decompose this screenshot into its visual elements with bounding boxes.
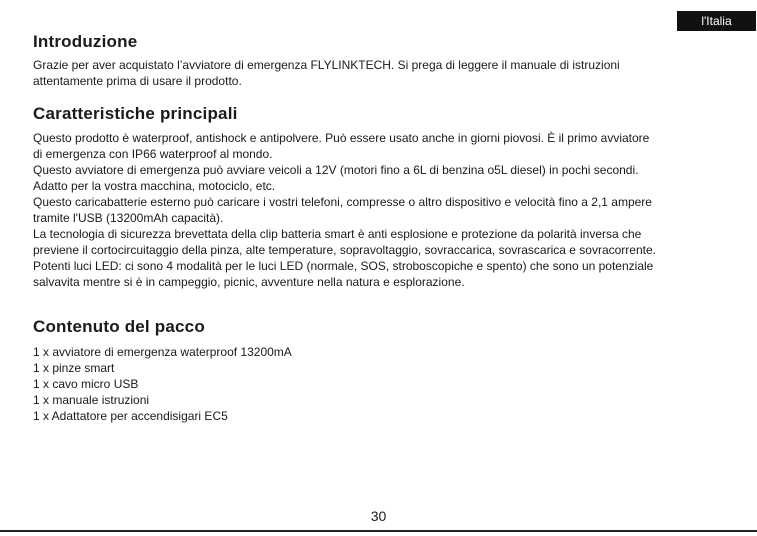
intro-section: [33, 31, 733, 89]
package-item: 1 x avviatore di emergenza waterproof 13200mA: [33, 345, 292, 359]
package-list: [33, 344, 733, 424]
package-item: 1 x pinze smart: [33, 361, 115, 375]
intro-heading: Introduzione: [33, 32, 138, 51]
page-number: 30: [370, 508, 387, 524]
intro-paragraph: Grazie per aver acquistato l’avviatore di emergenza FLYLINKTECH. Si prega di leggere il manuale di istruzioni attentamente prima di usare il prodotto.: [33, 58, 620, 88]
features-paragraph: Questo prodotto è waterproof, antishock e antipolvere. Può essere usato anche in giorni piovosi. È il primo avviatore di emergenza con IP66 waterproof al mondo. Questo avviatore di emergenza può avviare veicoli a 12V (motori fino a 6L di benzina o5L diesel) in pochi secondi. Adatto per la vostra macchina, motociclo, etc. Questo caricabatterie esterno può caricare i vostri telefoni, compresse o altro dispositivo e velocità fino a 2,1 ampere tramite l'USB (13200mAh capacità). La tecnologia di sicurezza brevettata della clip batteria smart è anti esplosione e protezione da polarità inversa che previene il cortocircuitaggio della pinza, alte temperature, sopravoltaggio, sovraccarica, sovrascarica e sovracorrente. Potenti luci LED: ci sono 4 modalità per le luci LED (normale, SOS, stroboscopiche e spento) che sono un potenziale salvavita mentre si è in campeggio, picnic, avventure nella natura e esplorazione.: [33, 131, 656, 289]
package-contents-section: [33, 316, 733, 424]
features-heading: Caratteristiche principali: [33, 104, 238, 123]
package-heading: Contenuto del pacco: [33, 317, 205, 336]
package-item: 1 x Adattatore per accendisigari EC5: [33, 409, 228, 423]
footer-divider: [0, 530, 757, 532]
manual-page-content: [33, 31, 733, 424]
package-item: 1 x cavo micro USB: [33, 377, 139, 391]
features-section: [33, 103, 733, 290]
language-tab: l'Italia: [677, 11, 756, 31]
package-item: 1 x manuale istruzioni: [33, 393, 150, 407]
